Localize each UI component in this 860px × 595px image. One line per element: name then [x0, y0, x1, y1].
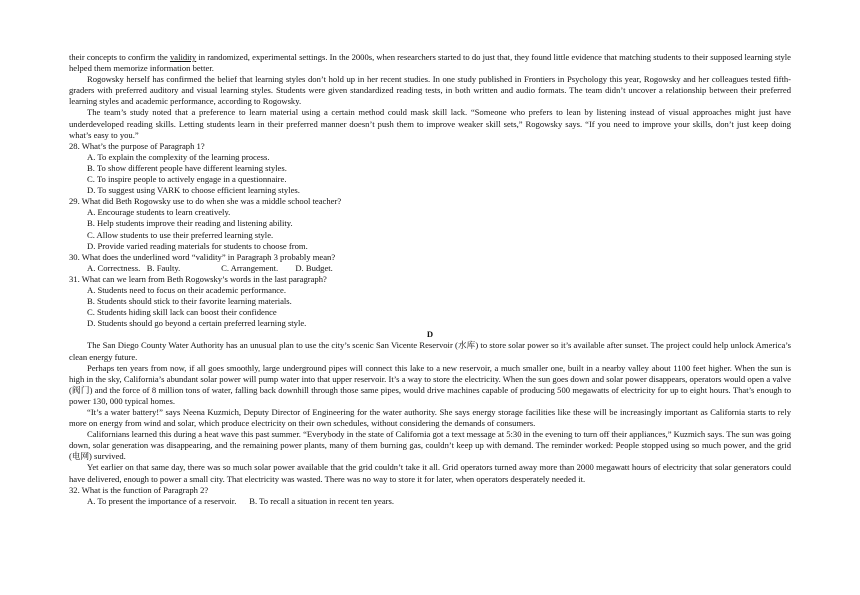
passage-paragraph-3: The team’s study noted that a preference to learn material using a certain method could mask skill lack. “Someone who prefers to lean by listening instead of visual approaches might just have underdeveloped reading skills. Letting students learn in their preferred manner doesn’t push them to improve weaker skill sets,” Rogowsky says. “If you need to improve your skills, don’t just keep doing what’s easy to you.” [69, 107, 791, 140]
section-d-paragraph-5: Yet earlier on that same day, there was so much solar power available that the grid couldn’t take it all. Grid operators turned away more than 2000 megawatt hours of electricity that solar generators could have delivered, enough to power a small city. That electricity was wasted. There was no way to store it for later, when operators desperately needed it. [69, 462, 791, 484]
question-28-option-b: B. To show different people have different learning styles. [87, 162, 287, 173]
section-d-paragraph-2: Perhaps ten years from now, if all goes smoothly, large underground pipes will connect this lake to a new reservoir, a much smaller one, built in a nearby valley about 1100 feet higher. When the sun is high in the sky, California’s abundant solar power will pump water into that upper reservoir. It’s a way to store the electricity. When the sun goes down and solar power disappears, operators would open a valve (阀门) and the force of 8 million tons of water, falling back downhill through those same pipes, would drive machines capable of producing 500 megawatts of electricity for up to eight hours. That’s enough to power 130, 000 typical homes. [69, 362, 791, 406]
question-30-option-b: B. Faulty. [146, 262, 181, 273]
question-31-option-c: C. Students hiding skill lack can boost their confidence [87, 307, 277, 318]
question-32-option-a: A. To present the importance of a reservoir. [87, 495, 237, 506]
section-d-paragraph-4: Californians learned this during a heat wave this past summer. “Everybody in the state of California got a text message at 5:30 in the evening to turn off their appliances,” Kuzmich says. The sun was going down, solar generation was disappearing, and the remaining power plants, many of them burning gas, couldn’t keep up with demand. The reminder worked: People stopped using so much power, and the grid (电网) survived. [69, 429, 791, 462]
section-d-paragraph-3: “It’s a water battery!” says Neena Kuzmich, Deputy Director of Engineering for the water authority. She says energy storage facilities like these will be increasingly important as California starts to rely more on energy from wind and solar, which produce electricity on their own schedules, without considering the demands of consumers. [69, 407, 791, 429]
underlined-word-validity: validity [169, 52, 197, 62]
passage-paragraph-2: Rogowsky herself has confirmed the belief that learning styles don’t hold up in her recent studies. In one study published in Frontiers in Psychology this year, Rogowsky and her colleagues tested fifth-graders with preferred auditory and visual learning styles. Students were given standardized reading tests, in both written and audio formats. The team didn’t uncover a relationship between their preferred learning styles and academic performance, according to Rogowsky. [69, 74, 791, 107]
passage-paragraph-1: their concepts to confirm the validity in randomized, experimental settings. In the 2000s, when researchers started to do just that, they found little evidence that matching students to their supposed learning style helped them memorize information better. [69, 52, 791, 74]
section-d-paragraph-1: The San Diego County Water Authority has an unusual plan to use the city’s scenic San Vicente Reservoir (水库) to store solar power so it’s available after sunset. The project could help unlock America’s clean energy future. [69, 340, 791, 362]
question-32-option-b: B. To recall a situation in recent ten years. [249, 495, 395, 506]
question-32-options [69, 496, 791, 507]
question-28-option-a: A. To explain the complexity of the learning process. [87, 151, 270, 162]
question-30-stem: 30. What does the underlined word “validity” in Paragraph 3 probably mean? [69, 251, 336, 262]
section-d-heading: D [426, 329, 434, 340]
question-28-option-d: D. To suggest using VARK to choose efficient learning styles. [87, 185, 300, 196]
question-29-option-a: A. Encourage students to learn creatively. [87, 207, 231, 218]
question-29-option-d: D. Provide varied reading materials for students to choose from. [87, 240, 308, 251]
question-30-option-d: D. Budget. [295, 262, 333, 273]
question-31-option-b: B. Students should stick to their favorite learning materials. [87, 296, 292, 307]
question-32-stem: 32. What is the function of Paragraph 2? [69, 484, 209, 495]
question-29-stem: 29. What did Beth Rogowsky use to do when she was a middle school teacher? [69, 196, 342, 207]
question-28-stem: 28. What’s the purpose of Paragraph 1? [69, 140, 205, 151]
question-29-option-b: B. Help students improve their reading and listening ability. [87, 218, 293, 229]
question-30-options [69, 263, 791, 274]
question-30-option-c: C. Arrangement. [221, 262, 279, 273]
question-31-option-d: D. Students should go beyond a certain preferred learning style. [87, 318, 307, 329]
question-30-option-a: A. Correctness. [87, 262, 141, 273]
question-29-option-c: C. Allow students to use their preferred learning style. [87, 229, 274, 240]
question-31-stem: 31. What can we learn from Beth Rogowsky’s words in the last paragraph? [69, 273, 327, 284]
question-28-option-c: C. To inspire people to actively engage in a questionnaire. [87, 174, 287, 185]
question-31-option-a: A. Students need to focus on their academic performance. [87, 284, 287, 295]
exam-page [69, 52, 791, 507]
